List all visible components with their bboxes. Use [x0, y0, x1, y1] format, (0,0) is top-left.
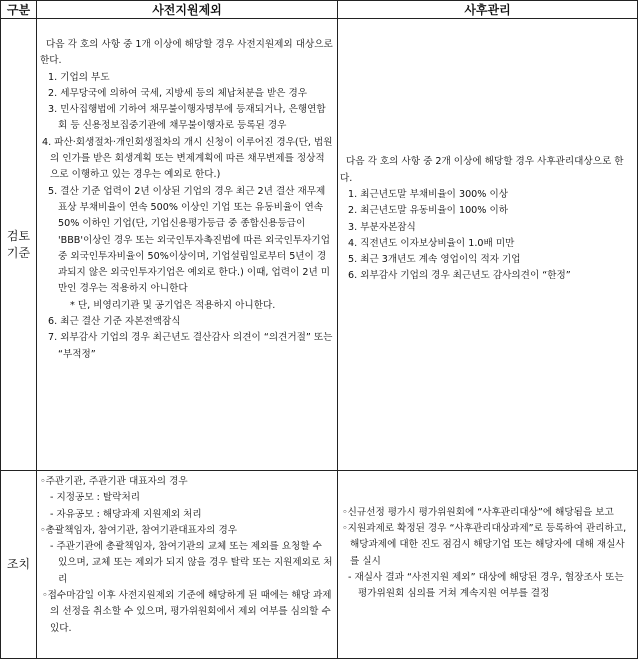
header-post-management: 사후관리 [338, 1, 638, 19]
pre-action-6: ◦접수마감일 이후 사전지원제외 기준에 해당하게 된 때에는 해당 과제의 선정을 취소할 수 있으며, 평가위원회에서 제외 여부를 심의할 수 있다. [42, 590, 332, 634]
review-criteria-row [1, 19, 638, 471]
review-criteria-label: 검토 기준 [1, 19, 37, 471]
action-row [1, 471, 638, 659]
header-row [1, 1, 638, 19]
pre-exclusion-actions [37, 471, 338, 659]
pre-note: * 단, 비영리기관 및 공기업은 적용하지 아니한다. [70, 299, 276, 311]
pre-item-4: 4. 파산·회생절차·개인회생절차의 개시 신청이 이루어진 경우(단, 법원의 인가를 받은 회생계획 또는 변제계획에 따른 채무변제를 정상적으로 이행하고 있는 경우는 예외로 한다.) [42, 136, 333, 181]
pre-item-7: 7. 외부감사 기업의 경우 최근년도 결산감사 의견이 “의견거절” 또는 “부적정” [48, 332, 333, 360]
pre-action-1: ◦주관기관, 주관기관 대표자의 경우 [40, 476, 188, 487]
pre-item-6: 6. 최근 결산 기준 자본전액잠식 [48, 316, 181, 328]
post-item-6: 6. 외부감사 기업의 경우 최근년도 감사의견이 “한정” [348, 270, 571, 282]
post-item-3: 3. 부분자본잠식 [348, 221, 416, 233]
action-label: 조치 [1, 471, 37, 659]
pre-item-3: 3. 민사집행법에 기하여 채무불이행자명부에 등재되거나, 은행연합회 등 신용정보집중기관에 채무불이행자로 등록된 경우 [48, 104, 326, 132]
pre-action-3: - 자유공모 : 해당과제 지원제외 처리 [50, 508, 202, 520]
pre-item-1: 1. 기업의 부도 [48, 71, 110, 83]
pre-action-5: - 주관기관에 총괄책임자, 참여기관의 교체 또는 제외를 요청할 수 있으며, 교체 또는 제외가 되지 않을 경우 탈락 또는 지원제외로 처리 [50, 541, 333, 585]
post-item-2: 2. 최근년도말 유동비율이 100% 이하 [348, 205, 508, 217]
post-intro: 다음 각 호의 사항 중 2개 이상에 해당할 경우 사후관리대상으로 한다. [340, 156, 624, 184]
post-action-3: - 재실사 결과 “사전지원 제외” 대상에 해당된 경우, 협장조사 또는 평가위원회 심의를 거쳐 계속지원 여부를 결정 [348, 571, 624, 600]
post-action-1: ◦신규선정 평가시 평가위원회에 “사후관리대상”에 해당됨을 보고 [342, 506, 614, 518]
post-management-criteria [338, 19, 638, 471]
pre-intro: 다음 각 호의 사항 중 1개 이상에 해당할 경우 사전지원제외 대상으로 한다. [40, 39, 333, 67]
pre-exclusion-criteria [37, 19, 338, 471]
header-category: 구분 [1, 1, 37, 19]
post-item-5: 5. 최근 3개년도 계속 영업이익 적자 기업 [348, 254, 521, 266]
pre-action-2: - 지정공모 : 탈락처리 [50, 492, 140, 504]
header-pre-exclusion: 사전지원제외 [37, 1, 338, 19]
pre-item-5: 5. 결산 기준 업력이 2년 이상된 기업의 경우 최근 2년 결산 재무제표상 부채비율이 연속 500% 이상인 기업 또는 유동비율이 연속 50% 이하인 기업(단, 기업신용평가등급 중 종합신용등급이 'BBB'이상인 경우 또는 외국인투자촉진법에 따른 외국인투자기업 중 외국인투자비율이 50%이상이며, 기업설립일로부터 5년이 경과되지 않은 외국인투자기업은 예외로 한다.) 이때, 업력이 2년 미만인 경우는 적용하지 아니한다 [48, 185, 331, 295]
pre-item-2: 2. 세무당국에 의하여 국세, 지방세 등의 체납처분을 받은 경우 [48, 87, 308, 99]
post-management-actions [338, 471, 638, 659]
post-action-2: ◦지원과제로 확정된 경우 “사후관리대상과제”로 등록하여 관리하고, 해당과제에 대한 진도 점검시 해당기업 또는 해당자에 대해 재실사를 실시 [342, 522, 627, 567]
post-item-4: 4. 직전년도 이자보상비율이 1.0배 미만 [348, 237, 515, 249]
post-item-1: 1. 최근년도말 부채비율이 300% 이상 [348, 188, 508, 200]
pre-action-4: ◦총괄책임자, 참여기관, 참여기관대표자의 경우 [40, 524, 237, 536]
